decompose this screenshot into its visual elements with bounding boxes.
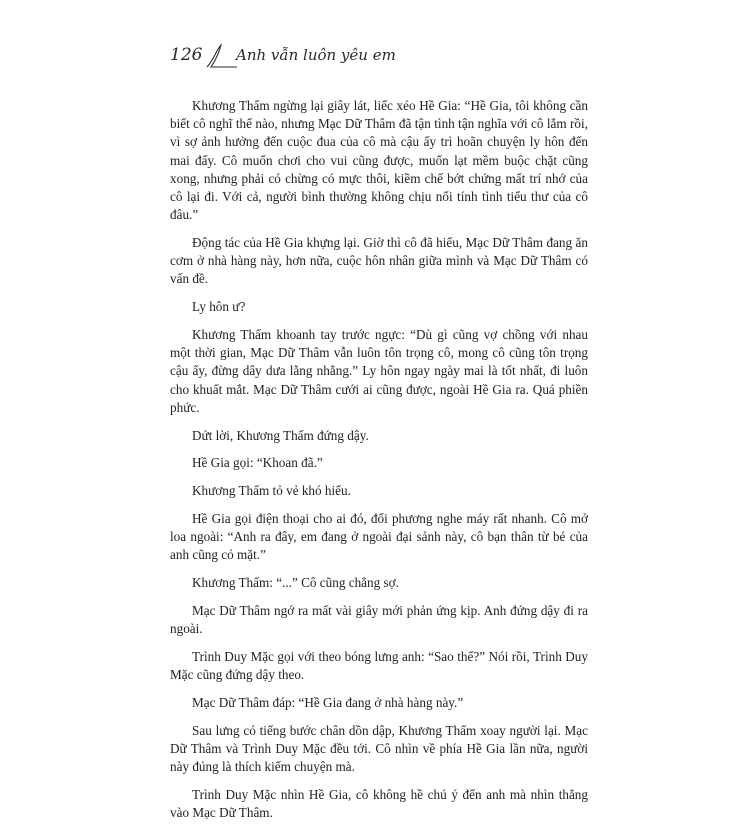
book-title: Anh vẫn luôn yêu em	[236, 46, 396, 64]
paragraph: Ly hôn ư?	[192, 299, 246, 315]
paragraph: Hề Gia gọi: “Khoan đã.”	[192, 455, 323, 471]
paragraph: Dứt lời, Khương Thấm đứng dậy.	[192, 427, 369, 443]
chapter-body-text	[170, 97, 588, 832]
page-number: 126	[170, 45, 203, 65]
paragraph: Khương Thấm khoanh tay trước ngực: “Dù gì cũng vợ chồng với nhau một thời gian, Mạc Dữ Thâm vẫn luôn tôn trọng cô, mong cô cũng tôn trọng cậu ấy, đừng dây dưa lằng nhằng.” Ly hôn ngay ngày mai là tốt nhất, đi luôn cho khuất mắt. Mạc Dữ Thâm cưới ai cũng được, ngoài Hề Gia ra. Quá phiền phức.	[170, 327, 588, 415]
paragraph: Sau lưng có tiếng bước chân dồn dập, Khương Thấm xoay người lại. Mạc Dữ Thâm và Trình Duy Mặc đều tới. Cô nhìn về phía Hề Gia lần nữa, người này đúng là thích kiếm chuyện mà.	[170, 722, 588, 775]
paragraph: Mạc Dữ Thâm ngớ ra mất vài giây mới phản ứng kịp. Anh đứng dậy đi ra ngoài.	[170, 603, 588, 637]
running-header	[170, 43, 590, 73]
paragraph: Khương Thấm tỏ vẻ khó hiểu.	[192, 483, 351, 499]
paragraph: Khương Thấm ngừng lại giây lát, liếc xéo Hề Gia: “Hề Gia, tôi không cần biết cô nghĩ thế nào, nhưng Mạc Dữ Thâm đã tận tình tận nghĩa với cô lắm rồi, vì sợ ảnh hưởng đến cuộc đua của cô mà cậu ấy trì hoãn chuyện ly hôn đến mai đấy. Cô muốn chơi cho vui cũng được, muốn lạt mềm buộc chặt cũng xong, nhưng phải có chừng có mực thôi, kiềm chế bớt chứng mất trí nhớ của cô lại đi. Với cả, người bình thường không chịu nổi tính tình tiểu thư của cô đâu.”	[170, 98, 588, 223]
paragraph: Trình Duy Mặc nhìn Hề Gia, cô không hề chú ý đến anh mà nhìn thẳng vào Mạc Dữ Thâm.	[170, 787, 588, 821]
paragraph: Hề Gia gọi điện thoại cho ai đó, đối phương nghe máy rất nhanh. Cô mở loa ngoài: “Anh ra đây, em đang ở ngoài đại sảnh này, cô bạn thân từ bé của anh cũng có mặt.”	[170, 511, 588, 563]
header-flourish-ornament	[203, 43, 239, 69]
paragraph: Trình Duy Mặc gọi với theo bóng lưng anh: “Sao thế?” Nói rồi, Trình Duy Mặc cũng đứng dậy theo.	[170, 649, 588, 683]
paragraph: Động tác của Hề Gia khựng lại. Giờ thì cô đã hiểu, Mạc Dữ Thâm đang ăn cơm ở nhà hàng này, hơn nữa, cuộc hôn nhân giữa mình và Mạc Dữ Thâm có vấn đề.	[170, 235, 588, 287]
paragraph: Mạc Dữ Thâm đáp: “Hề Gia đang ở nhà hàng này.”	[192, 695, 464, 711]
paragraph: Khương Thấm: “...” Cô cũng chẳng sợ.	[192, 575, 399, 591]
